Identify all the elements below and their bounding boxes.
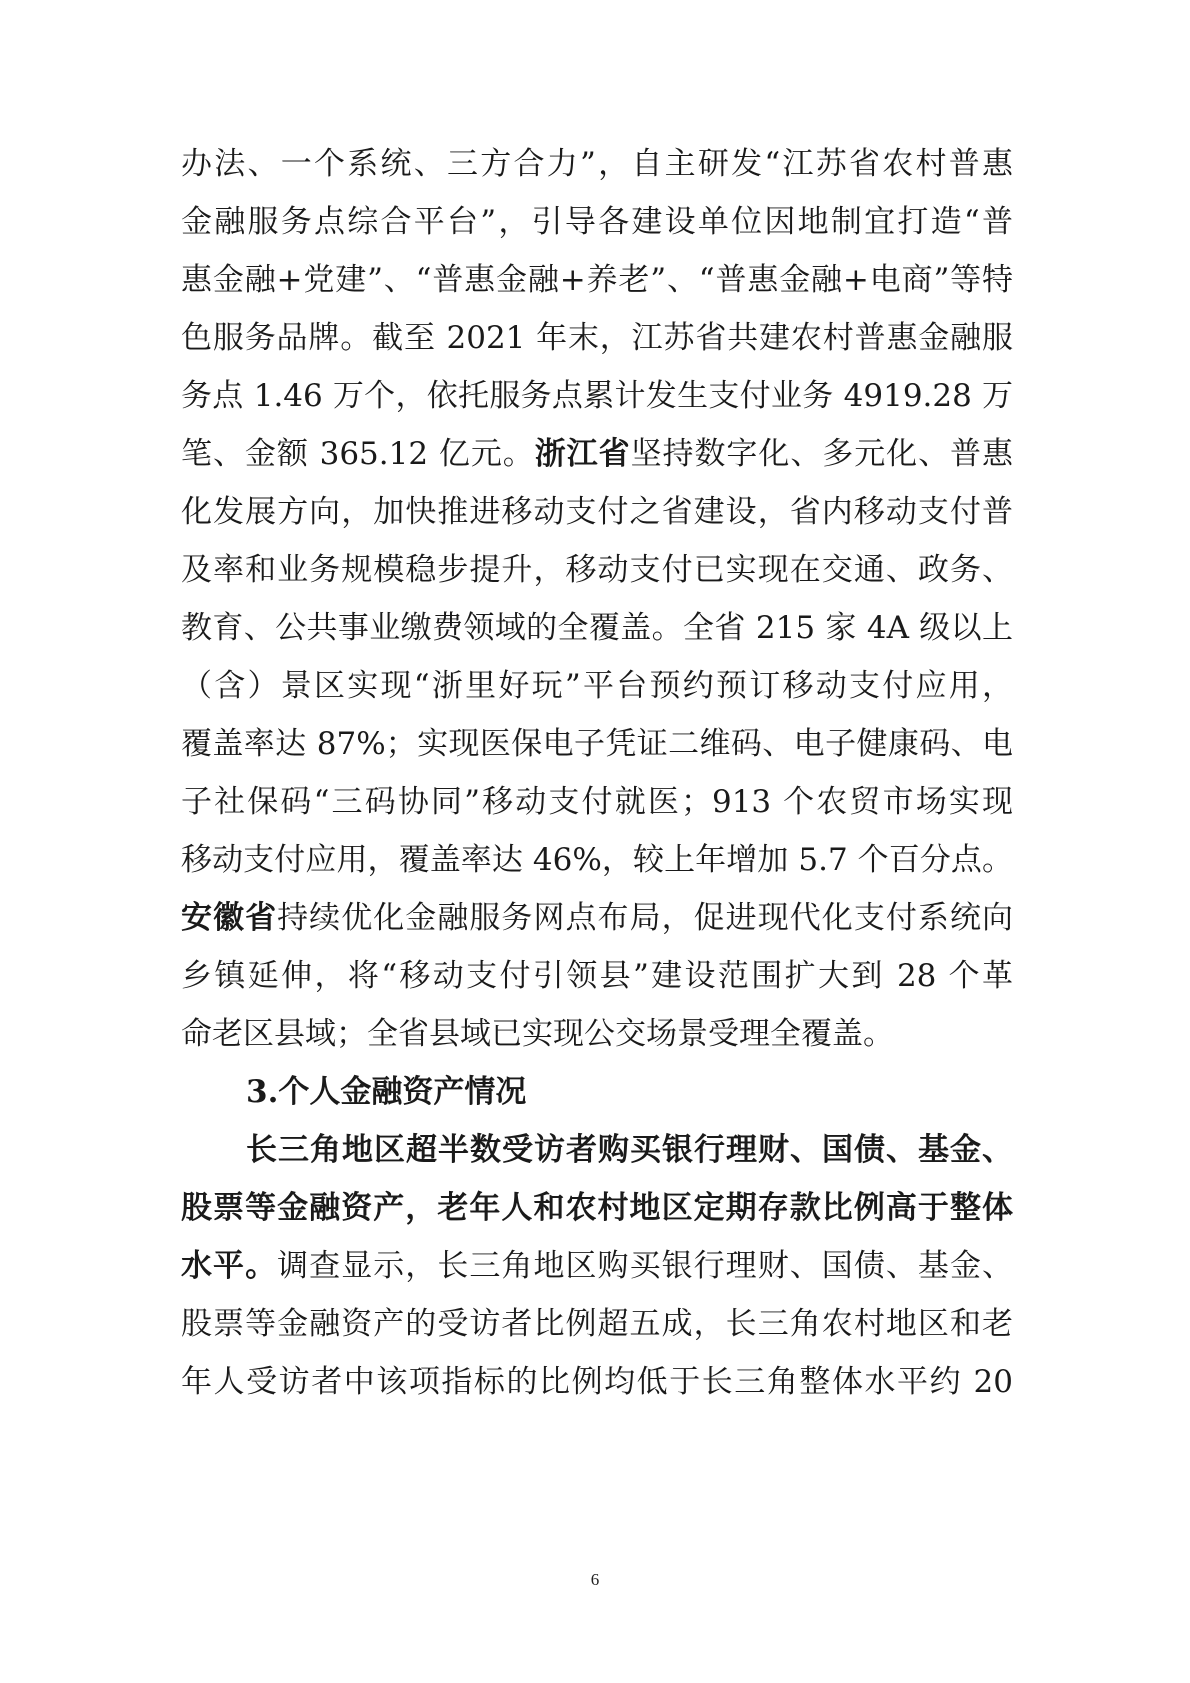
body-text-segment: 持续优化金融服务网点布局，促进现代化支付系统向 bbox=[277, 900, 1014, 936]
body-text-line: 化发展方向，加快推进移动支付之省建设，省内移动支付普 bbox=[181, 494, 1013, 530]
body-text-line bbox=[181, 1240, 1013, 1292]
body-text-line: （含）景区实现“浙里好玩”平台预约预订移动支付应用， bbox=[181, 668, 1013, 704]
bold-lead-line: 长三角地区超半数受访者购买银行理财、国债、基金、 bbox=[246, 1132, 1013, 1168]
province-name-anhui: 安徽省 bbox=[181, 900, 278, 936]
bold-lead-line: 股票等金融资产，老年人和农村地区定期存款比例高于整体 bbox=[181, 1190, 1013, 1226]
body-text-segment: 坚持数字化、多元化、普惠 bbox=[630, 436, 1014, 472]
page-number: 6 bbox=[590, 1570, 600, 1589]
body-text-line: 教育、公共事业缴费领域的全覆盖。全省 215 家 4A 级以上 bbox=[181, 610, 1013, 646]
body-text-line: 命老区县域；全省县域已实现公交场景受理全覆盖。 bbox=[181, 1016, 894, 1052]
body-text-line bbox=[181, 892, 1013, 944]
body-text-line: 乡镇延伸，将“移动支付引领县”建设范围扩大到 28 个革 bbox=[181, 958, 1013, 994]
body-text-line: 子社保码“三码协同”移动支付就医；913 个农贸市场实现 bbox=[181, 784, 1013, 820]
body-text-line: 色服务品牌。截至 2021 年末，江苏省共建农村普惠金融服 bbox=[181, 320, 1013, 356]
body-text-line: 移动支付应用，覆盖率达 46%，较上年增加 5.7 个百分点。 bbox=[181, 842, 1013, 878]
body-text-line: 务点 1.46 万个，依托服务点累计发生支付业务 4919.28 万 bbox=[181, 378, 1013, 414]
body-text-line: 惠金融+党建”、“普惠金融+养老”、“普惠金融+电商”等特 bbox=[181, 262, 1013, 298]
body-text-segment: 调查显示，长三角地区购买银行理财、国债、基金、 bbox=[277, 1248, 1014, 1284]
section-heading: 3.个人金融资产情况 bbox=[246, 1074, 527, 1110]
body-text-line: 办法、一个系统、三方合力”，自主研发“江苏省农村普惠 bbox=[181, 146, 1013, 182]
body-text-line: 覆盖率达 87%；实现医保电子凭证二维码、电子健康码、电 bbox=[181, 726, 1013, 762]
body-text-line: 年人受访者中该项指标的比例均低于长三角整体水平约 20 bbox=[181, 1364, 1013, 1400]
body-text-line: 金融服务点综合平台”，引导各建设单位因地制宜打造“普 bbox=[181, 204, 1013, 240]
body-text-line: 及率和业务规模稳步提升，移动支付已实现在交通、政务、 bbox=[181, 552, 1013, 588]
body-text-line bbox=[181, 428, 1013, 480]
bold-lead-segment: 水平。 bbox=[181, 1248, 278, 1284]
body-text-line: 股票等金融资产的受访者比例超五成，长三角农村地区和老 bbox=[181, 1306, 1013, 1342]
province-name-zhejiang: 浙江省 bbox=[534, 436, 631, 472]
body-text-segment: 笔、金额 365.12 亿元。 bbox=[181, 436, 535, 472]
